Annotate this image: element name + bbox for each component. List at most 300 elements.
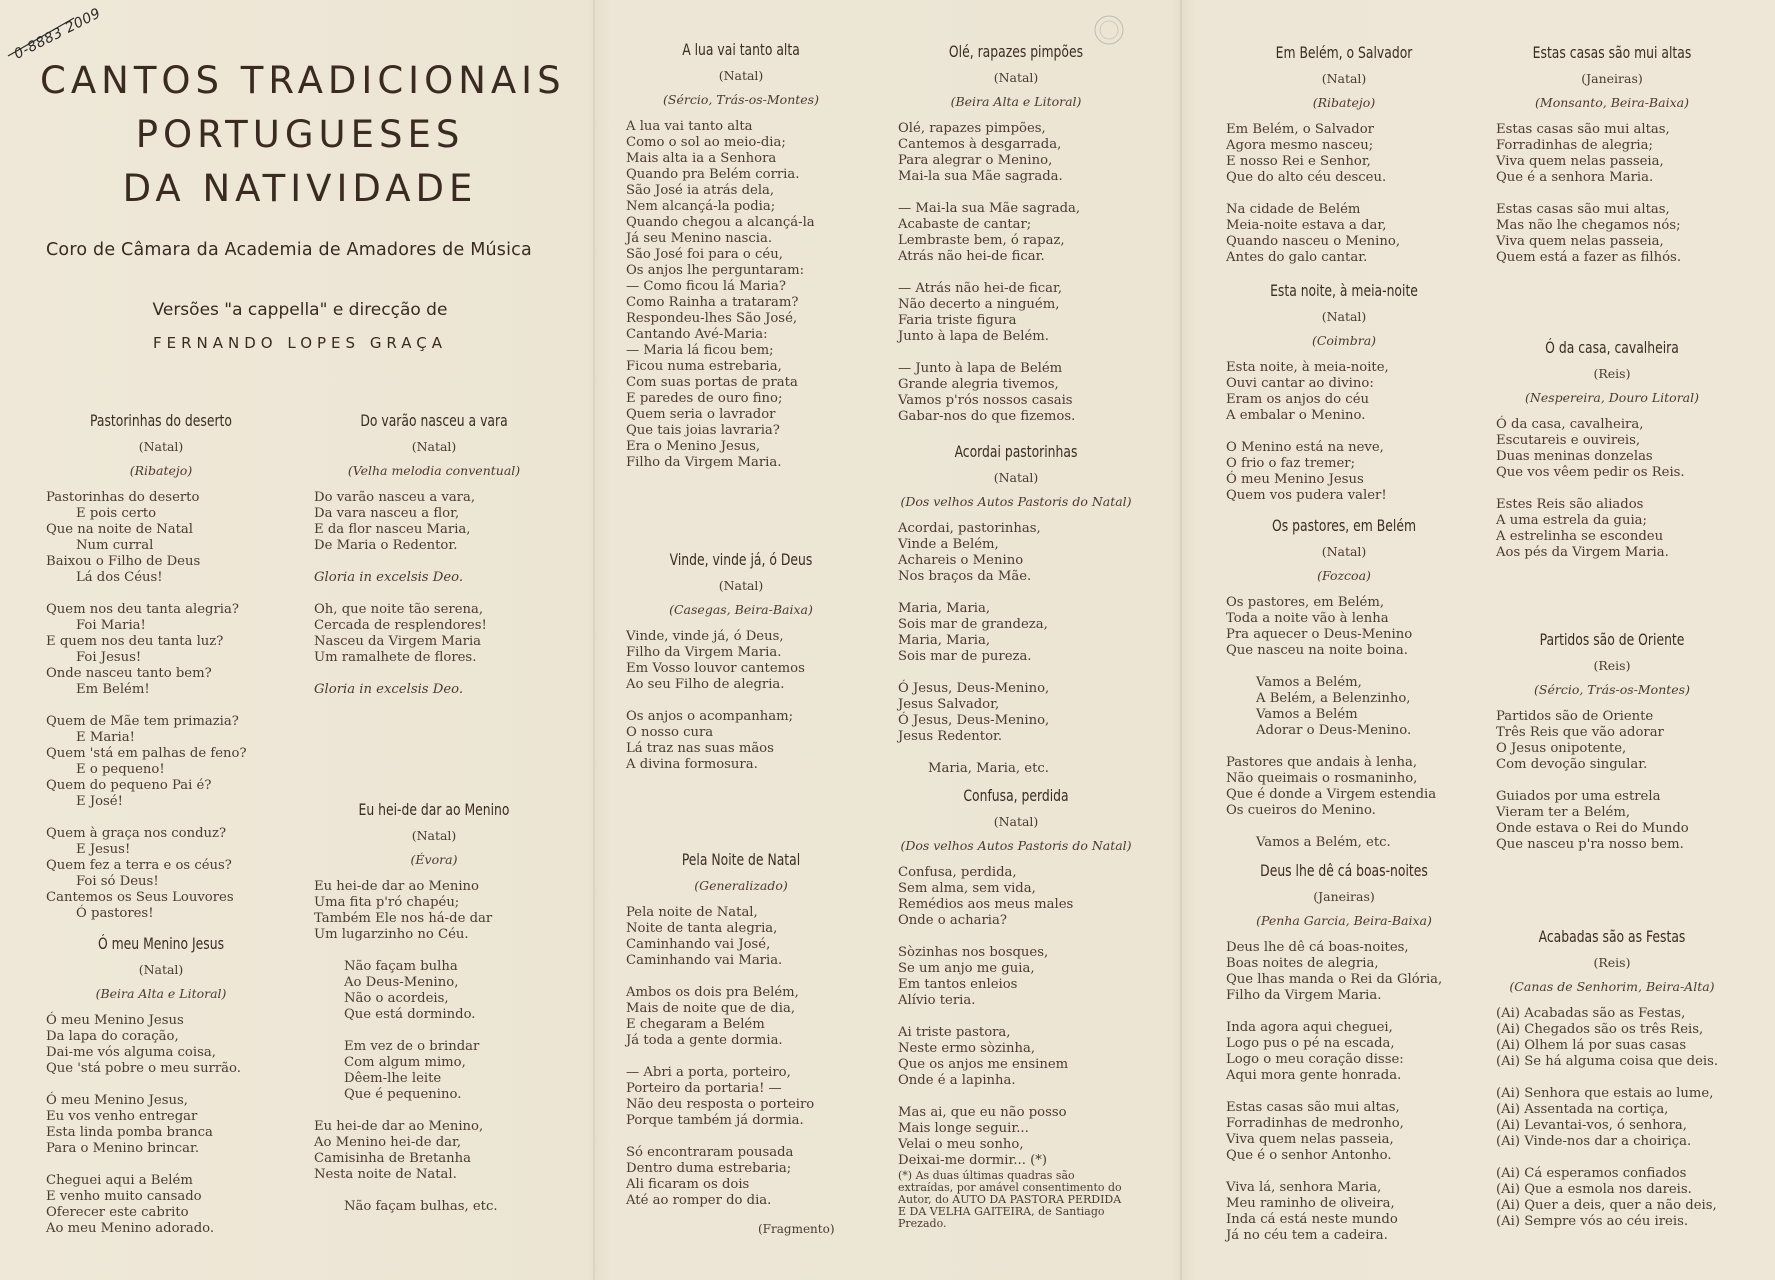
verse-line: (Ai) Olhem lá por suas casas [1496,1038,1687,1053]
song-origin: (Canas de Senhorim, Beira-Alta) [1509,979,1715,994]
verse-line: Em Belém, o Salvador [1226,122,1374,137]
verse-line: Mas ai, que eu não posso [898,1105,1067,1120]
verse-line: Estes Reis são aliados [1496,497,1644,512]
verse-line: Logo o meu coração disse: [1226,1052,1404,1067]
song-origin: (Monsanto, Beira-Baixa) [1535,95,1689,110]
verse-line: Cercada de resplendores! [314,618,487,633]
verse-line: Os pastores, em Belém, [1226,595,1385,610]
verse-line: Respondeu-lhes São José, [626,311,798,326]
title-line-3: DA NATIVIDADE [122,167,478,210]
verse-line: Gloria in excelsis Deo. [314,570,464,585]
verse-line: Vamos a Belém, etc. [1256,835,1391,850]
verse-line: E da flor nasceu Maria, [314,522,471,537]
verse-line: Sois mar de pureza. [898,649,1032,664]
verse-line: Um ramalhete de flores. [314,650,477,665]
song-genre: (Natal) [718,68,764,83]
verse-line: E Jesus! [76,842,131,857]
verse-gap [1226,1084,1462,1100]
verse-line: Junto à lapa de Belém. [898,329,1049,344]
song-pela-noite-de-natal [626,850,856,1209]
verse-line: Os cueiros do Menino. [1226,803,1376,818]
verse-line: Os anjos o acompanham; [626,709,794,724]
verse-line: Eu hei-de dar ao Menino [314,879,479,894]
verse-line: Jesus Salvador, [898,697,1000,712]
verse-gap [46,586,276,602]
verse-line: Cantemos à desgarrada, [898,137,1062,152]
verse-gap [626,693,856,709]
song-verses [1226,360,1462,504]
verse-line: Não queimais o rosmaninho, [1226,771,1418,786]
verse-line: Acordai, pastorinhas, [898,521,1041,536]
verse-line: (Ai) Levantai-vos, ó senhora, [1496,1118,1687,1133]
verse-gap [898,1089,1134,1105]
title-line-1: CANTOS TRADICIONAIS [40,59,566,102]
verse-line: Eu vos venho entregar [46,1109,198,1124]
verse-line: — Como ficou lá Maria? [626,279,786,294]
verse-line: Quem à graça nos conduz? [46,826,227,841]
verse-line: Ali ficaram os dois [626,1177,750,1192]
verse-line: Porteiro da portaria! — [626,1081,782,1096]
song-eu-hei-de-dar-ao-menino [314,800,554,1215]
verse-gap [314,586,554,602]
verse-line: (Ai) Acabadas são as Festas, [1496,1006,1686,1021]
verse-line: Filho da Virgem Maria. [626,455,782,470]
verse-gap [1226,424,1462,440]
verse-line: Onde o acharia? [898,913,1007,928]
verse-line: Os anjos lhe perguntaram: [626,263,805,278]
song-title: Ó meu Menino Jesus [97,934,225,953]
verse-line: Maria, Maria, [898,601,991,616]
verse-line: (Ai) Vinde-nos dar a choiriça. [1496,1134,1692,1149]
verse-line: Estas casas são mui altas, [1226,1100,1400,1115]
song-genre: (Natal) [718,578,764,593]
song-origin: (Beira Alta e Litoral) [95,986,227,1001]
verse-line: Dentro duma estrebaria; [626,1161,792,1176]
verse-gap [1496,481,1728,497]
verse-line: Logo pus o pé na escada, [1226,1036,1395,1051]
verse-line: Que do alto céu desceu. [1226,170,1387,185]
verse-line: Viva lá, senhora Maria, [1226,1180,1382,1195]
song-confusa-perdida [898,786,1134,1169]
song-genre: (Janeiras) [1313,889,1375,904]
verse-line: Quando chegou a alcançá-la [626,215,815,230]
verse-gap [626,1049,856,1065]
song-em-belem-o-salvador [1226,43,1462,266]
verse-gap [898,265,1134,281]
verse-line: Que nasceu na noite boina. [1226,643,1408,658]
verse-line: Que é pequenino. [344,1087,462,1102]
verse-line: Baixou o Filho de Deus [46,554,201,569]
verse-line: Que está dormindo. [344,1007,476,1022]
verse-line: Foi Jesus! [76,650,142,665]
verse-line: E Maria! [76,730,135,745]
song-origin: (Évora) [410,852,458,867]
verse-gap [46,698,276,714]
verse-line: Ambos os dois pra Belém, [626,985,799,1000]
verse-line: O nosso cura [626,725,714,740]
main-title [40,54,566,216]
verse-line: Uma fita p'ró chapéu; [314,895,460,910]
verse-line: Achareis o Menino [898,553,1024,568]
verse-line: Mas não lhe chegamos nós; [1496,218,1681,233]
verse-gap [314,554,554,570]
verse-line: Ó da casa, cavalheira, [1496,417,1644,432]
song-os-pastores-em-belem [1226,516,1462,851]
verse-line: Só encontraram pousada [626,1145,794,1160]
verse-line: O Jesus onipotente, [1496,741,1627,756]
verse-line: Pela noite de Natal, [626,905,758,920]
verse-line: Ó meu Menino Jesus [46,1013,184,1028]
verse-line: Que na noite de Natal [46,522,194,537]
verse-line: Agora mesmo nasceu; [1226,138,1374,153]
verse-line: Neste ermo sòzinha, [898,1041,1036,1056]
verse-line: Meu raminho de oliveira, [1226,1196,1395,1211]
verse-line: Que 'stá pobre o meu surrão. [46,1061,241,1076]
verse-line: Pastores que andais à lenha, [1226,755,1418,770]
verse-line: E nosso Rei e Senhor, [1226,154,1371,169]
song-verses [1226,122,1462,266]
verse-line: Já toda a gente dormia. [626,1033,783,1048]
song-genre: (Natal) [1321,71,1367,86]
verse-gap [314,1183,554,1199]
song-origin: (Casegas, Beira-Baixa) [669,602,813,617]
verse-line: Não decerto a ninguém, [898,297,1060,312]
song-verses [626,119,856,471]
song-estas-casas-sao-mui-altas [1496,43,1728,266]
verse-line: Com devoção singular. [1496,757,1648,772]
verse-line: Que tais joias lavraria? [626,423,780,438]
verse-gap [1496,773,1728,789]
verse-line: Que os anjos me ensinem [898,1057,1069,1072]
song-acordai-pastorinhas [898,442,1134,777]
verse-line: Em Belém! [76,682,150,697]
verse-line: Dai-me vós alguma coisa, [46,1045,216,1060]
verse-line: Lá traz nas suas mãos [626,741,774,756]
verse-line: Mai-la sua Mãe sagrada. [898,169,1063,184]
verse-line: E pois certo [76,506,157,521]
verse-line: Eu hei-de dar ao Menino, [314,1119,484,1134]
verse-line: Vamos a Belém [1256,707,1358,722]
song-genre: (Natal) [993,814,1039,829]
verse-line: Pastorinhas do deserto [46,490,200,505]
song-origin: (Fozcoa) [1317,568,1371,583]
verse-line: Do varão nasceu a vara, [314,490,476,505]
verse-line: Estas casas são mui altas, [1496,122,1670,137]
verse-line: Onde nasceu tanto bem? [46,666,212,681]
verse-line: Que é a senhora Maria. [1496,170,1654,185]
song-genre: (Natal) [138,439,184,454]
verse-line: Alívio teria. [898,993,976,1008]
verse-line: Ai triste pastora, [898,1025,1011,1040]
verse-line: Quando nasceu o Menino, [1226,234,1401,249]
verse-gap [1496,1070,1728,1086]
verse-line: E quem nos deu tanta luz? [46,634,224,649]
verse-gap [1226,659,1462,675]
verse-line: Ao meu Menino adorado. [46,1221,215,1236]
song-origin: (Coimbra) [1311,333,1377,348]
verse-line: Olé, rapazes pimpões, [898,121,1046,136]
verse-line: Aqui mora gente honrada. [1226,1068,1402,1083]
versions-credit: Versões "a cappella" e direcção de [152,300,448,320]
verse-line: Quem 'stá em palhas de feno? [46,746,247,761]
verse-gap [898,585,1134,601]
verse-line: Ficou numa estrebaria, [626,359,782,374]
song-title: A lua vai tanto alta [682,40,800,59]
verse-line: Ao Deus-Menino, [344,975,459,990]
verse-gap [314,1103,554,1119]
verse-gap [626,969,856,985]
verse-line: Num curral [76,538,154,553]
verse-line: Viva quem nelas passeia, [1226,1132,1394,1147]
song-genre: (Reis) [1593,658,1631,673]
fragment-note: (Fragmento) [758,1222,835,1236]
verse-line: São José foi para o céu, [626,247,783,262]
verse-gap [898,1009,1134,1025]
verse-line: (Ai) Que a esmola nos dareis. [1496,1182,1692,1197]
verse-line: Como Rainha a trataram? [626,295,799,310]
verse-line: Ó Jesus, Deus-Menino, [898,713,1050,728]
verse-line: Ao seu Filho de alegria. [626,677,785,692]
song-title: Os pastores, em Belém [1272,516,1416,535]
song-verses [626,905,856,1209]
verse-line: Sem alma, sem vida, [898,881,1036,896]
verse-gap [1226,739,1462,755]
verse-line: Faria triste figura [898,313,1017,328]
director-name: FERNANDO LOPES GRAÇA [153,334,447,352]
verse-gap [898,345,1134,361]
verse-line: Caminhando vai Maria. [626,953,783,968]
song-verses [1496,1006,1728,1230]
verse-line: Não façam bulhas, etc. [344,1199,498,1214]
verse-gap [898,665,1134,681]
archive-number: 0-8883 2009 [11,5,104,63]
song-origin: (Dos velhos Autos Pastoris do Natal) [900,494,1132,509]
song-verses [1496,417,1728,561]
verse-line: Inda agora aqui cheguei, [1226,1020,1393,1035]
song-title: Ó da casa, cavalheira [1545,338,1679,357]
verse-line: Em tantos enleios [898,977,1018,992]
verse-line: Partidos são de Oriente [1496,709,1654,724]
song-verses [1496,122,1728,266]
verse-line: Mais de noite que de dia, [626,1001,796,1016]
verse-line: A uma estrela da guia; [1496,513,1647,528]
verse-line: De Maria o Redentor. [314,538,458,553]
verse-line: Que é donde a Virgem estendia [1226,787,1437,802]
verse-gap [1226,186,1462,202]
verse-line: Adorar o Deus-Menino. [1256,723,1412,738]
verse-line: Que vos vêem pedir os Reis. [1496,465,1685,480]
verse-line: A lua vai tanto alta [626,119,753,134]
archive-mark [4,5,104,63]
verse-line: Guiados por uma estrela [1496,789,1661,804]
verse-gap [1226,1164,1462,1180]
song-genre: (Natal) [993,470,1039,485]
verse-line: Pra aquecer o Deus-Menino [1226,627,1413,642]
song-verses [1496,709,1728,853]
verse-line: Quem seria o lavrador [626,407,776,422]
verse-gap [898,929,1134,945]
verse-line: Quem do pequeno Pai é? [46,778,212,793]
verse-line: Quem de Mãe tem primazia? [46,714,239,729]
verse-line: — Atrás não hei-de ficar, [898,281,1063,296]
verse-gap [314,943,554,959]
verse-line: (Ai) Se há alguma coisa que deis. [1496,1054,1719,1069]
song-title: Esta noite, à meia-noite [1270,281,1418,300]
song-esta-noite-a-meia-noite [1226,281,1462,504]
verse-line: Meia-noite estava a dar, [1226,218,1387,233]
verse-line: Quem vos pudera valer! [1226,488,1387,503]
song-title: Estas casas são mui altas [1532,43,1692,62]
verse-line: Duas meninas donzelas [1496,449,1653,464]
verse-gap [46,810,276,826]
verse-line: Cheguei aqui a Belém [46,1173,193,1188]
verse-line: Não o acordeis, [344,991,449,1006]
song-genre: (Janeiras) [1581,71,1643,86]
verse-line: E venho muito cansado [46,1189,202,1204]
title-line-2: PORTUGUESES [135,113,465,156]
song-genre: (Natal) [993,70,1039,85]
verse-line: Mais longe seguir... [898,1121,1029,1136]
verse-line: (Ai) Chegados são os três Reis, [1496,1022,1704,1037]
verse-gap [898,185,1134,201]
verse-line: Vieram ter a Belém, [1496,805,1631,820]
verse-line: Porque também já dormia. [626,1113,804,1128]
song-title: Deus lhe dê cá boas-noites [1260,861,1428,880]
song-genre: (Natal) [1321,309,1367,324]
song-o-meu-menino-jesus [46,934,276,1237]
song-genre: (Natal) [411,439,457,454]
verse-line: Vinde a Belém, [898,537,999,552]
song-pastorinhas-do-deserto [46,411,276,922]
verse-line: Já no céu tem a cadeira. [1226,1228,1388,1243]
song-genre: (Reis) [1593,955,1631,970]
verse-gap [1226,1004,1462,1020]
verse-line: Maria, Maria, etc. [928,761,1049,776]
song-a-lua-vai-tanto-alta [626,40,856,471]
verse-line: (Ai) Sempre vós ao céu ireis. [1496,1214,1689,1229]
footnote: (*) As duas últimas quadras são extraídas, por amável consentimento do Autor, do AUTO DA PASTORA PERDIDA E DA VELHA GAITEIRA, de Santiago Prezado. [898,1169,1122,1230]
song-genre: (Natal) [1321,544,1367,559]
song-vinde-vinde-ja [626,550,856,773]
verse-line: Em vez de o brindar [344,1039,480,1054]
verse-line: Nem alcançá-la podia; [626,199,776,214]
verse-line: Quem está a fazer as filhós. [1496,250,1682,265]
verse-line: Atrás não hei-de ficar. [898,249,1045,264]
song-acabadas-sao-as-festas [1496,927,1728,1230]
verse-line: Viva quem nelas passeia, [1496,234,1664,249]
verse-line: Esta linda pomba branca [46,1125,213,1140]
fold-line-right [1180,0,1182,1280]
verse-line: Lá dos Céus! [76,570,163,585]
verse-line: Escutareis e ouvireis, [1496,433,1641,448]
verse-gap [1496,186,1728,202]
verse-line: Vamos p'rós nossos casais [898,393,1073,408]
verse-line: — Mai-la sua Mãe sagrada, [898,201,1081,216]
verse-gap [626,1129,856,1145]
verse-line: Sòzinhas nos bosques, [898,945,1049,960]
verse-line: — Junto à lapa de Belém [898,361,1063,376]
verse-line: Até ao romper do dia. [626,1193,772,1208]
song-origin: (Sércio, Trás-os-Montes) [663,92,819,107]
verse-gap [46,1157,276,1173]
verse-gap [1226,819,1462,835]
song-genre: (Natal) [138,962,184,977]
song-origin: (Dos velhos Autos Pastoris do Natal) [900,838,1132,853]
verse-line: Antes do galo cantar. [1226,250,1368,265]
verse-line: Que nasceu p'ra nosso bem. [1496,837,1684,852]
verse-gap [314,666,554,682]
song-origin: (Velha melodia conventual) [347,463,521,478]
verse-line: Ó meu Menino Jesus, [46,1093,188,1108]
song-title: Vinde, vinde já, ó Deus [669,550,813,569]
verse-line: O frio o faz tremer; [1226,456,1356,471]
verse-line: Eram os anjos do céu [1226,392,1369,407]
verse-line: (Ai) Cá esperamos confiados [1496,1166,1687,1181]
verse-line: Quem nos deu tanta alegria? [46,602,239,617]
verse-line: Ouvi cantar ao divino: [1226,376,1374,391]
verse-line: E chegaram a Belém [626,1017,765,1032]
verse-line: Com algum mimo, [344,1055,466,1070]
verse-line: Como o sol ao meio-dia; [626,135,786,150]
song-origin: (Sércio, Trás-os-Montes) [1534,682,1690,697]
verse-line: Gloria in excelsis Deo. [314,682,464,697]
song-title: Partidos são de Oriente [1539,630,1685,649]
verse-line: (Ai) Quer a deis, quer a não deis, [1496,1198,1717,1213]
verse-line: Que lhas manda o Rei da Glória, [1226,972,1443,987]
song-genre: (Reis) [1593,366,1631,381]
verse-line: Oferecer este cabrito [46,1205,189,1220]
song-deus-lhe-de-ca-boas-noites [1226,861,1462,1244]
verse-line: A divina formosura. [626,757,758,772]
song-title: Acordai pastorinhas [954,442,1078,461]
verse-line: Gabar-nos do que fizemos. [898,409,1076,424]
verse-line: Em Vosso louvor cantemos [626,661,805,676]
song-origin: (Ribatejo) [1312,95,1376,110]
verse-line: Dêem-lhe leite [344,1071,442,1086]
verse-line: Onde estava o Rei do Mundo [1496,821,1689,836]
verse-line: Noite de tanta alegria, [626,921,778,936]
verse-line: Viva quem nelas passeia, [1496,154,1664,169]
verse-line: Um lugarzinho no Céu. [314,927,469,942]
verse-line: Para o Menino brincar. [46,1141,200,1156]
song-origin: (Penha Garcia, Beira-Baixa) [1256,913,1432,928]
verse-line: Esta noite, à meia-noite, [1226,360,1389,375]
verse-line: Cantando Avé-Maria: [626,327,768,342]
verse-line: Nos braços da Mãe. [898,569,1032,584]
verse-line: Acabaste de cantar; [898,217,1032,232]
song-title: Confusa, perdida [963,786,1069,805]
song-title: Pela Noite de Natal [681,850,801,869]
song-origin: (Beira Alta e Litoral) [950,94,1082,109]
song-title: Do varão nasceu a vara [360,411,508,430]
verse-line: Já seu Menino nascia. [626,231,773,246]
verse-gap [314,1023,554,1039]
verse-line: Maria, Maria, [898,633,991,648]
verse-line: Toda a noite vão à lenha [1226,611,1389,626]
song-verses [1226,940,1462,1244]
choir-subtitle: Coro de Câmara da Academia de Amadores de Música [46,240,532,260]
verse-line: A embalar o Menino. [1226,408,1366,423]
verse-line: Ó pastores! [76,906,154,921]
verse-line: O Menino está na neve, [1226,440,1384,455]
verse-line: Com suas portas de prata [626,375,798,390]
verse-line: Onde é a lapinha. [898,1073,1016,1088]
verse-line: Vamos a Belém, [1256,675,1362,690]
verse-line: Para alegrar o Menino, [898,153,1053,168]
verse-line: Caminhando vai José, [626,937,771,952]
song-title: Pastorinhas do deserto [90,411,232,430]
song-title: Em Belém, o Salvador [1275,43,1413,62]
